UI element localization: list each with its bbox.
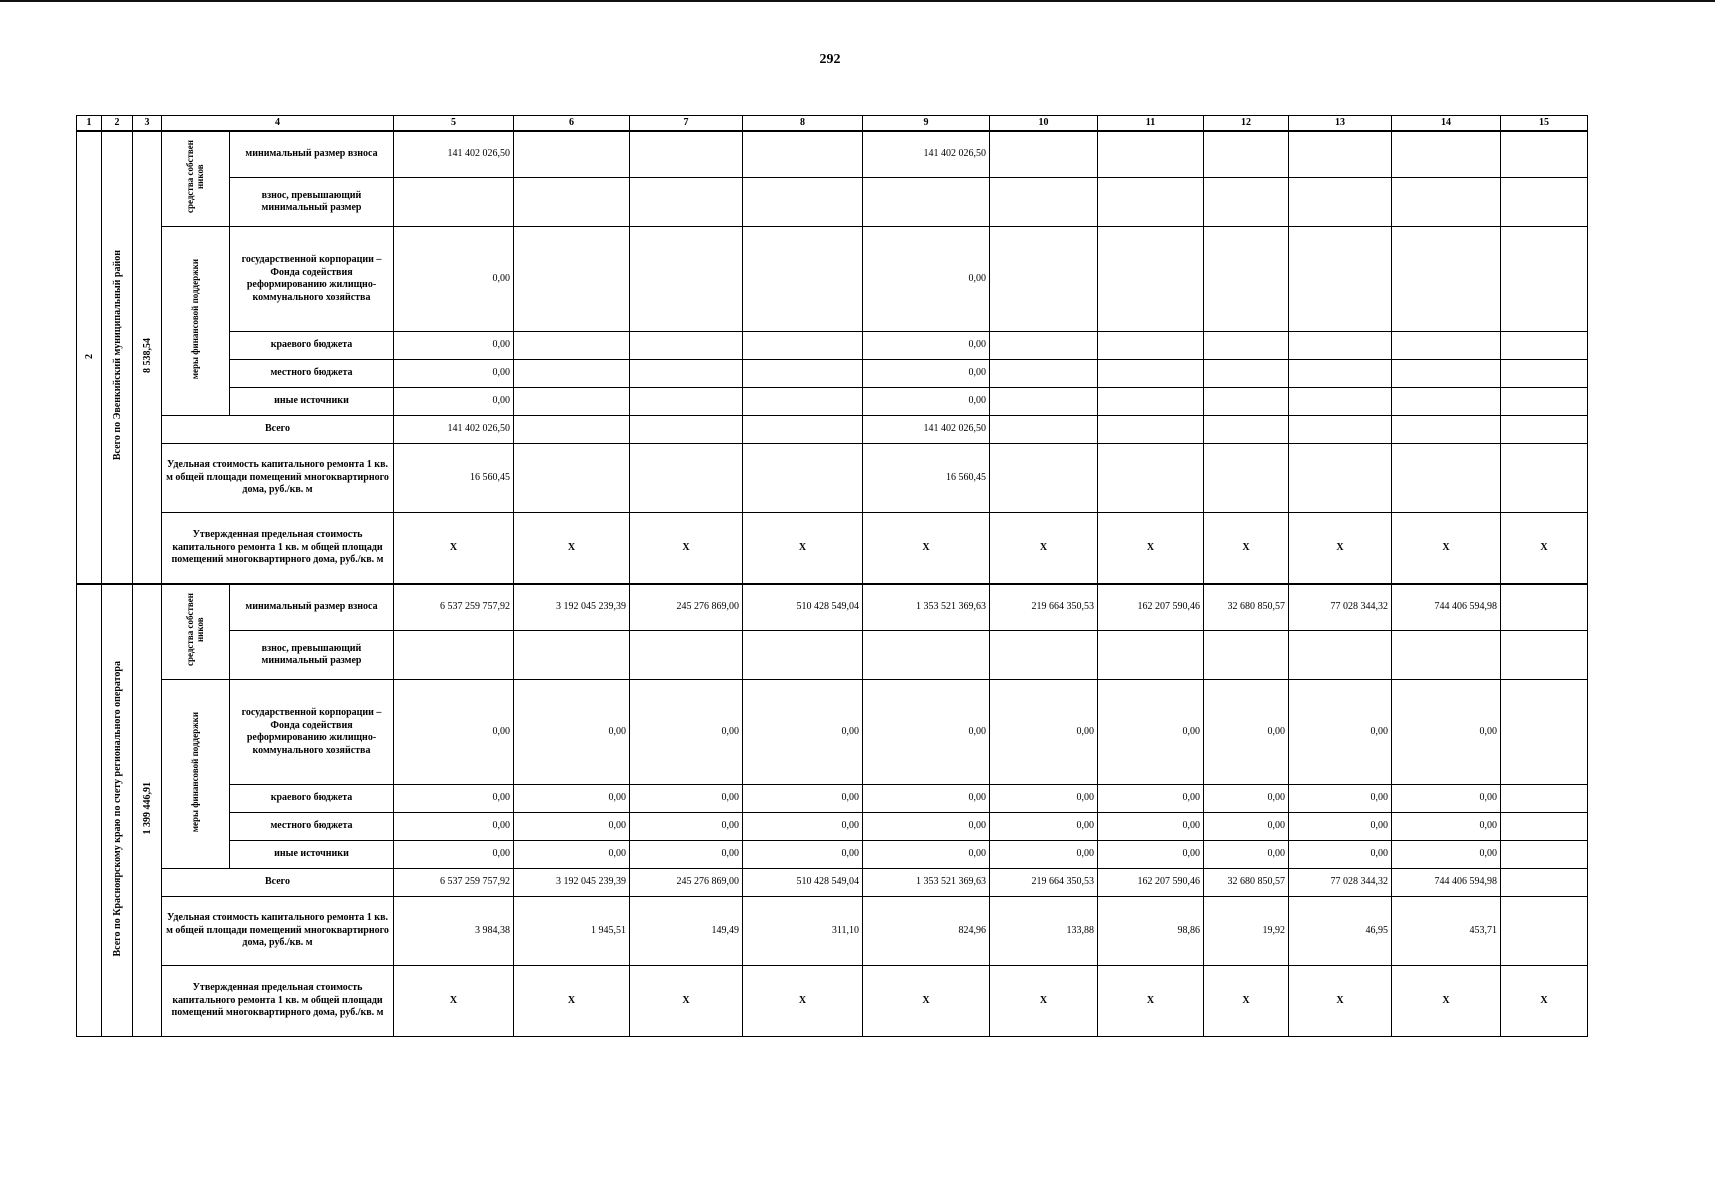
value-cell: 141 402 026,50	[394, 416, 514, 444]
value-cell: 0,00	[394, 841, 514, 869]
row-label: Всего	[162, 416, 394, 444]
value-cell	[1098, 227, 1204, 332]
row-fund	[77, 227, 1588, 332]
column-number: 5	[394, 116, 514, 132]
value-cell: 162 207 590,46	[1098, 584, 1204, 631]
value-cell	[1289, 416, 1392, 444]
value-cell	[514, 444, 630, 513]
value-cell	[514, 631, 630, 680]
value-cell: 0,00	[743, 841, 863, 869]
row-label: Утвержденная предельная стоимость капитального ремонта 1 кв. м общей площади помещений многоквартирного дома, руб./кв. м	[162, 513, 394, 585]
value-cell: X	[990, 966, 1098, 1037]
row-label: иные источники	[230, 841, 394, 869]
value-cell	[1392, 388, 1501, 416]
row-over-minimum	[77, 631, 1588, 680]
value-cell: X	[743, 513, 863, 585]
value-cell: 0,00	[1392, 785, 1501, 813]
value-cell	[630, 360, 743, 388]
value-cell	[743, 360, 863, 388]
value-cell: 16 560,45	[863, 444, 990, 513]
block-area-text: 1 399 446,91	[141, 782, 153, 835]
value-cell: 0,00	[743, 680, 863, 785]
value-cell	[990, 444, 1098, 513]
row-limit-cost	[77, 966, 1588, 1037]
value-cell	[1501, 841, 1588, 869]
value-cell: 3 192 045 239,39	[514, 869, 630, 897]
value-cell	[1392, 332, 1501, 360]
value-cell: 1 353 521 369,63	[863, 584, 990, 631]
value-cell: 744 406 594,98	[1392, 869, 1501, 897]
column-number: 9	[863, 116, 990, 132]
value-cell	[630, 388, 743, 416]
row-total	[77, 869, 1588, 897]
value-cell	[1501, 416, 1588, 444]
row-label: местного бюджета	[230, 813, 394, 841]
block-title	[102, 584, 133, 1037]
value-cell	[1204, 416, 1289, 444]
row-label: местного бюджета	[230, 360, 394, 388]
row-min-contribution	[77, 131, 1588, 178]
financial-support-label	[162, 227, 230, 416]
value-cell	[1392, 178, 1501, 227]
value-cell	[394, 178, 514, 227]
column-number: 6	[514, 116, 630, 132]
top-border-line	[0, 0, 1715, 2]
row-label: краевого бюджета	[230, 332, 394, 360]
value-cell: X	[990, 513, 1098, 585]
value-cell: 0,00	[1204, 813, 1289, 841]
value-cell	[1289, 178, 1392, 227]
value-cell: 98,86	[1098, 897, 1204, 966]
value-cell: 219 664 350,53	[990, 869, 1098, 897]
column-number: 3	[133, 116, 162, 132]
value-cell: 0,00	[394, 680, 514, 785]
row-other-sources	[77, 388, 1588, 416]
value-cell	[1289, 332, 1392, 360]
value-cell	[990, 131, 1098, 178]
value-cell	[514, 227, 630, 332]
value-cell: 0,00	[990, 785, 1098, 813]
value-cell: 19,92	[1204, 897, 1289, 966]
value-cell	[1289, 227, 1392, 332]
block-area	[133, 584, 162, 1037]
value-cell: X	[1289, 966, 1392, 1037]
value-cell: X	[863, 966, 990, 1037]
value-cell	[1098, 360, 1204, 388]
value-cell: 0,00	[1289, 680, 1392, 785]
value-cell	[630, 332, 743, 360]
value-cell: 0,00	[990, 680, 1098, 785]
value-cell: 744 406 594,98	[1392, 584, 1501, 631]
row-label: минимальный размер взноса	[230, 584, 394, 631]
value-cell	[630, 444, 743, 513]
value-cell: X	[630, 966, 743, 1037]
value-cell: X	[630, 513, 743, 585]
value-cell	[630, 416, 743, 444]
value-cell	[1204, 388, 1289, 416]
value-cell	[743, 631, 863, 680]
value-cell: 0,00	[394, 332, 514, 360]
value-cell	[1098, 131, 1204, 178]
value-cell	[990, 227, 1098, 332]
value-cell: 32 680 850,57	[1204, 584, 1289, 631]
value-cell: 141 402 026,50	[863, 416, 990, 444]
value-cell	[1204, 227, 1289, 332]
value-cell: 0,00	[990, 813, 1098, 841]
owners-funds-label-text: средства собствен ников	[184, 593, 205, 667]
value-cell: 0,00	[1098, 680, 1204, 785]
value-cell: 0,00	[1204, 680, 1289, 785]
value-cell: 0,00	[630, 841, 743, 869]
value-cell: 0,00	[863, 388, 990, 416]
value-cell	[1098, 444, 1204, 513]
value-cell: 0,00	[1204, 841, 1289, 869]
value-cell	[1501, 131, 1588, 178]
value-cell	[1501, 631, 1588, 680]
financial-support-label	[162, 680, 230, 869]
value-cell	[1098, 631, 1204, 680]
row-unit-cost	[77, 444, 1588, 513]
value-cell	[743, 388, 863, 416]
value-cell	[863, 631, 990, 680]
value-cell: 0,00	[394, 227, 514, 332]
value-cell: 133,88	[990, 897, 1098, 966]
column-number: 4	[162, 116, 394, 132]
value-cell: 32 680 850,57	[1204, 869, 1289, 897]
value-cell: 245 276 869,00	[630, 869, 743, 897]
value-cell: 0,00	[1098, 841, 1204, 869]
value-cell	[1392, 631, 1501, 680]
owners-funds-label-text: средства собствен ников	[184, 140, 205, 214]
value-cell: 510 428 549,04	[743, 584, 863, 631]
value-cell	[514, 416, 630, 444]
column-number: 11	[1098, 116, 1204, 132]
value-cell	[1501, 332, 1588, 360]
value-cell: X	[743, 966, 863, 1037]
column-number: 12	[1204, 116, 1289, 132]
value-cell: 0,00	[630, 813, 743, 841]
row-other-sources	[77, 841, 1588, 869]
value-cell	[514, 332, 630, 360]
row-label: краевого бюджета	[230, 785, 394, 813]
value-cell: 162 207 590,46	[1098, 869, 1204, 897]
column-number: 10	[990, 116, 1098, 132]
value-cell: 0,00	[743, 813, 863, 841]
value-cell: X	[1392, 513, 1501, 585]
row-regional-budget	[77, 332, 1588, 360]
value-cell: 0,00	[1289, 841, 1392, 869]
capital-repair-table	[76, 115, 1588, 1037]
value-cell: 141 402 026,50	[394, 131, 514, 178]
value-cell: 0,00	[863, 813, 990, 841]
row-label: минимальный размер взноса	[230, 131, 394, 178]
value-cell	[514, 131, 630, 178]
value-cell: 0,00	[1289, 813, 1392, 841]
column-number: 2	[102, 116, 133, 132]
value-cell: 1 945,51	[514, 897, 630, 966]
row-min-contribution	[77, 584, 1588, 631]
owners-funds-label	[162, 131, 230, 227]
value-cell	[1501, 785, 1588, 813]
value-cell: 0,00	[394, 813, 514, 841]
row-regional-budget	[77, 785, 1588, 813]
value-cell: 0,00	[863, 360, 990, 388]
value-cell	[1501, 388, 1588, 416]
row-label: государственной корпорации – Фонда содействия реформированию жилищно-коммунального хозяйства	[230, 227, 394, 332]
value-cell	[630, 131, 743, 178]
value-cell: X	[1204, 513, 1289, 585]
value-cell	[1289, 360, 1392, 388]
value-cell	[1204, 178, 1289, 227]
column-number: 8	[743, 116, 863, 132]
value-cell: 6 537 259 757,92	[394, 584, 514, 631]
value-cell: 16 560,45	[394, 444, 514, 513]
value-cell	[630, 178, 743, 227]
value-cell: 245 276 869,00	[630, 584, 743, 631]
block-title-text: Всего по Эвенкийский муниципальный район	[111, 250, 123, 461]
value-cell	[743, 416, 863, 444]
row-label: Утвержденная предельная стоимость капитального ремонта 1 кв. м общей площади помещений многоквартирного дома, руб./кв. м	[162, 966, 394, 1037]
column-number: 7	[630, 116, 743, 132]
value-cell: 0,00	[863, 332, 990, 360]
value-cell	[1098, 178, 1204, 227]
value-cell: X	[1289, 513, 1392, 585]
value-cell: 0,00	[1289, 785, 1392, 813]
value-cell	[1501, 227, 1588, 332]
value-cell: X	[394, 513, 514, 585]
row-over-minimum	[77, 178, 1588, 227]
value-cell: 0,00	[863, 841, 990, 869]
block-title	[102, 131, 133, 584]
value-cell	[1204, 131, 1289, 178]
value-cell: 77 028 344,32	[1289, 869, 1392, 897]
block-number	[77, 584, 102, 1037]
value-cell	[1289, 388, 1392, 416]
value-cell: 0,00	[1392, 680, 1501, 785]
owners-funds-label	[162, 584, 230, 680]
row-total	[77, 416, 1588, 444]
block-number	[77, 131, 102, 584]
value-cell	[990, 360, 1098, 388]
value-cell: 0,00	[1098, 785, 1204, 813]
value-cell	[743, 227, 863, 332]
row-label: Всего	[162, 869, 394, 897]
value-cell	[1392, 360, 1501, 388]
value-cell	[1501, 813, 1588, 841]
value-cell	[743, 178, 863, 227]
value-cell	[1501, 584, 1588, 631]
value-cell	[1392, 444, 1501, 513]
value-cell	[1501, 360, 1588, 388]
value-cell: 0,00	[514, 813, 630, 841]
value-cell: X	[1098, 966, 1204, 1037]
value-cell	[630, 227, 743, 332]
row-label: Удельная стоимость капитального ремонта 1 кв. м общей площади помещений многоквартирного дома, руб./кв. м	[162, 897, 394, 966]
financial-support-label-text: меры финансовой поддержки	[189, 711, 200, 832]
value-cell	[1204, 332, 1289, 360]
value-cell: 0,00	[630, 785, 743, 813]
value-cell: 1 353 521 369,63	[863, 869, 990, 897]
value-cell: 219 664 350,53	[990, 584, 1098, 631]
value-cell: X	[394, 966, 514, 1037]
value-cell	[1204, 444, 1289, 513]
column-number: 14	[1392, 116, 1501, 132]
value-cell: X	[514, 513, 630, 585]
value-cell	[394, 631, 514, 680]
value-cell	[990, 332, 1098, 360]
value-cell: 6 537 259 757,92	[394, 869, 514, 897]
value-cell	[1098, 332, 1204, 360]
value-cell: 0,00	[514, 841, 630, 869]
value-cell: 0,00	[394, 785, 514, 813]
value-cell: 0,00	[863, 227, 990, 332]
value-cell: 824,96	[863, 897, 990, 966]
value-cell	[1204, 360, 1289, 388]
value-cell: 0,00	[1392, 813, 1501, 841]
financial-support-label-text: меры финансовой поддержки	[189, 258, 200, 379]
value-cell: 0,00	[630, 680, 743, 785]
column-number-row	[77, 116, 1588, 132]
value-cell	[990, 388, 1098, 416]
value-cell	[1501, 897, 1588, 966]
value-cell: X	[1098, 513, 1204, 585]
value-cell	[1392, 416, 1501, 444]
block-area-text: 8 538,54	[141, 337, 153, 373]
value-cell: 453,71	[1392, 897, 1501, 966]
value-cell	[1289, 631, 1392, 680]
value-cell: 0,00	[863, 785, 990, 813]
value-cell: X	[863, 513, 990, 585]
value-cell	[1501, 178, 1588, 227]
value-cell	[1501, 444, 1588, 513]
value-cell: 46,95	[1289, 897, 1392, 966]
value-cell	[1098, 416, 1204, 444]
row-local-budget	[77, 813, 1588, 841]
value-cell: X	[1501, 513, 1588, 585]
value-cell: 3 192 045 239,39	[514, 584, 630, 631]
value-cell	[514, 178, 630, 227]
value-cell: 0,00	[743, 785, 863, 813]
row-label: Удельная стоимость капитального ремонта 1 кв. м общей площади помещений многоквартирного дома, руб./кв. м	[162, 444, 394, 513]
value-cell: 0,00	[1098, 813, 1204, 841]
value-cell	[743, 131, 863, 178]
column-number: 1	[77, 116, 102, 132]
value-cell: 0,00	[863, 680, 990, 785]
value-cell	[1098, 388, 1204, 416]
value-cell	[1289, 131, 1392, 178]
row-fund	[77, 680, 1588, 785]
value-cell	[1289, 444, 1392, 513]
value-cell: 0,00	[514, 785, 630, 813]
block-number-text: 2	[83, 354, 95, 360]
value-cell: 149,49	[630, 897, 743, 966]
value-cell	[990, 416, 1098, 444]
value-cell	[1392, 227, 1501, 332]
row-local-budget	[77, 360, 1588, 388]
value-cell	[1501, 680, 1588, 785]
value-cell	[514, 388, 630, 416]
row-limit-cost	[77, 513, 1588, 585]
value-cell: 0,00	[1204, 785, 1289, 813]
row-label: взнос, превышающий минимальный размер	[230, 178, 394, 227]
value-cell	[743, 444, 863, 513]
value-cell	[630, 631, 743, 680]
value-cell: X	[514, 966, 630, 1037]
value-cell: X	[1501, 966, 1588, 1037]
block-title-text: Всего по Красноярскому краю по счету регионального оператора	[111, 660, 123, 956]
value-cell: 77 028 344,32	[1289, 584, 1392, 631]
page-number: 292	[819, 52, 841, 67]
value-cell	[990, 178, 1098, 227]
value-cell	[1501, 869, 1588, 897]
value-cell: 141 402 026,50	[863, 131, 990, 178]
value-cell: 3 984,38	[394, 897, 514, 966]
row-label: государственной корпорации – Фонда содействия реформированию жилищно-коммунального хозяйства	[230, 680, 394, 785]
block-area	[133, 131, 162, 584]
value-cell	[1392, 131, 1501, 178]
value-cell: 0,00	[990, 841, 1098, 869]
value-cell: 0,00	[1392, 841, 1501, 869]
column-number: 15	[1501, 116, 1588, 132]
row-label: взнос, превышающий минимальный размер	[230, 631, 394, 680]
value-cell	[863, 178, 990, 227]
row-unit-cost	[77, 897, 1588, 966]
value-cell: X	[1392, 966, 1501, 1037]
column-number: 13	[1289, 116, 1392, 132]
value-cell	[743, 332, 863, 360]
value-cell	[990, 631, 1098, 680]
value-cell: 510 428 549,04	[743, 869, 863, 897]
value-cell: 0,00	[514, 680, 630, 785]
row-label: иные источники	[230, 388, 394, 416]
value-cell: 0,00	[394, 360, 514, 388]
value-cell: X	[1204, 966, 1289, 1037]
value-cell	[1204, 631, 1289, 680]
value-cell	[514, 360, 630, 388]
value-cell: 311,10	[743, 897, 863, 966]
value-cell: 0,00	[394, 388, 514, 416]
